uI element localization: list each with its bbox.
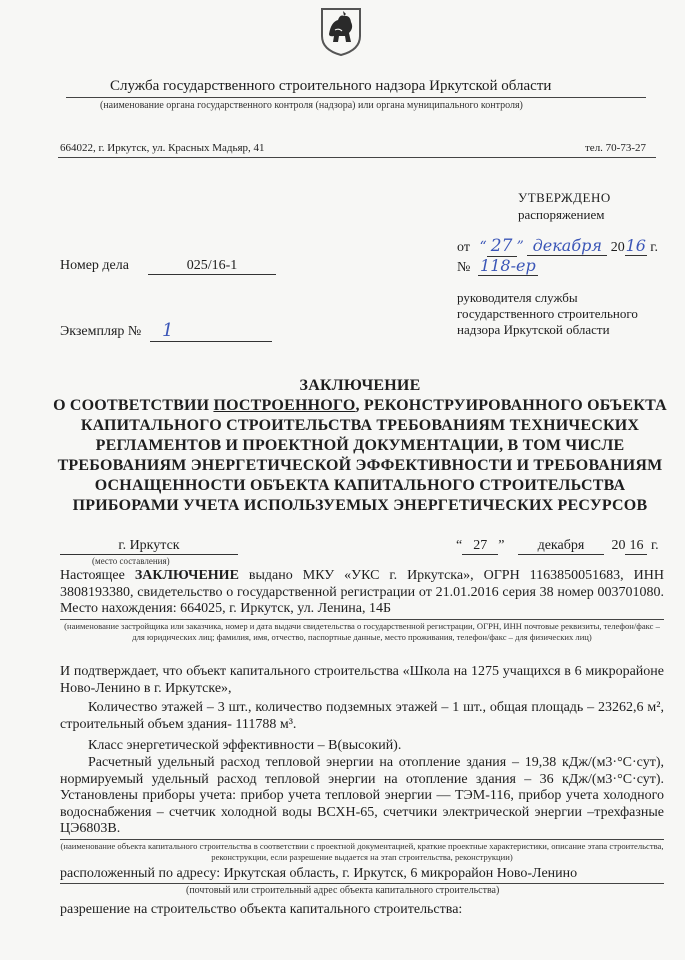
place-caption: (место составления) xyxy=(92,556,170,566)
place-quote-close: ” xyxy=(498,538,505,553)
approval-number-line xyxy=(457,256,538,276)
title-line-6: ОСНАЩЕННОСТИ ОБЪЕКТА КАПИТАЛЬНОГО СТРОИТЕЛЬСТВА xyxy=(94,477,626,494)
approval-head-line3: надзора Иркутской области xyxy=(457,322,610,337)
title-line-4: РЕГЛАМЕНТОВ И ПРОЕКТНОЙ ДОКУМЕНТАЦИИ, В ТОМ ЧИСЛЕ xyxy=(95,437,625,454)
place-quote-open: “ xyxy=(456,538,463,553)
approval-date-line xyxy=(457,236,658,257)
org-name-underline xyxy=(66,97,646,98)
approved-by-order: распоряжением xyxy=(518,207,605,222)
title-line-1: ЗАКЛЮЧЕНИЕ xyxy=(299,377,421,394)
place-year-suffix: 16 xyxy=(625,538,647,555)
date-quote-open: “ xyxy=(479,239,487,255)
place-month: декабря xyxy=(518,538,604,555)
caption-applicant: (наименование застройщика или заказчика, номер и дата выдачи свидетельства о государственной регистрации, ОГРН, ИНН почтовые реквизиты, телефон/факс – для юридических лиц; фамилия, имя, отчество, паспортные данные, место проживания, телефон/факс – для физических лиц) xyxy=(64,621,660,642)
case-number-value: 025/16-1 xyxy=(148,258,276,275)
place-city: г. Иркутск xyxy=(60,538,238,555)
place-day: 27 xyxy=(462,538,498,555)
address-line xyxy=(60,883,664,884)
approval-year-word: г. xyxy=(650,240,658,255)
p1-rest: выдано МКУ «УКС г. Иркутска», ОГРН 1163850051683, ИНН 3808193380, свидетельство о государственной регистрации от 21.01.2016 серия 38 номер 003701080. Место нахождения: 664025, г. Иркутск, ул. Ленина, 14Б xyxy=(60,568,664,616)
title-line-7: ПРИБОРАМИ УЧЕТА ИСПОЛЬЗУЕМЫХ ЭНЕРГЕТИЧЕСКИХ РЕСУРСОВ xyxy=(72,497,648,514)
title-line-2-part-a: О СООТВЕТСТВИИ xyxy=(53,397,214,414)
org-caption: (наименование органа государственного контроля (надзора) или органа муниципального контроля) xyxy=(100,100,523,111)
copy-number-value: 1 xyxy=(150,320,272,342)
title-line-2-part-c: , РЕКОНСТРУИРОВАННОГО ОБЪЕКТА xyxy=(355,397,667,414)
case-number-label: Номер дела xyxy=(60,258,129,273)
title-line-5: ТРЕБОВАНИЯМ ЭНЕРГЕТИЧЕСКОЙ ЭФФЕКТИВНОСТИ И ТРЕБОВАНИЯМ xyxy=(57,457,663,474)
title-line-3: КАПИТАЛЬНОГО СТРОИТЕЛЬСТВА ТРЕБОВАНИЯМ ТЕХНИЧЕСКИХ xyxy=(80,417,640,434)
org-phone: тел. 70-73-27 xyxy=(585,142,647,154)
address-underline xyxy=(58,157,656,158)
approval-year-prefix: 20 xyxy=(610,240,625,255)
copy-number-label: Экземпляр № xyxy=(60,324,142,339)
paragraph-energy-class: Класс энергетической эффективности – В(высокий). xyxy=(88,738,402,753)
date-quote-close: ” xyxy=(516,239,524,255)
approval-year-suffix: 16 xyxy=(625,236,646,255)
paragraph-heat-consumption: Расчетный удельный расход тепловой энергии на отопление здания – 19,38 кДж/(м3·°С·сут), нормируемый удельный расход тепловой энергии на отопление здания – 36 кДж/(м3·°С·сут). Установлены приборы учета: прибор учета тепловой энергии — ТЭМ-116, прибор учета холодного водоснабжения – счетчик холодной воды ВСХН-65, счетчики электрической энергии –трехфазные ЦЭ6803В. xyxy=(60,755,664,836)
place-date xyxy=(456,538,659,555)
approved-label: УТВЕРЖДЕНО xyxy=(518,190,611,205)
p1-start: Настоящее xyxy=(60,568,135,583)
place-year-word: г. xyxy=(650,538,659,553)
p1-bold: ЗАКЛЮЧЕНИЕ xyxy=(134,568,239,583)
p5-underline xyxy=(60,839,664,840)
paragraph-confirms: И подтверждает, что объект капитального строительства «Школа на 1275 учащихся в 6 микрорайоне Ново-Ленино в г. Иркутске», xyxy=(60,664,664,696)
approval-head-line2: государственного строительного xyxy=(457,306,638,321)
from-prefix: от xyxy=(457,240,470,255)
object-address: расположенный по адресу: Иркутская область, г. Иркутск, 6 микрорайон Ново-Ленино xyxy=(60,866,578,881)
permit-label: разрешение на строительство объекта капитального строительства: xyxy=(60,902,463,917)
approval-head-line1: руководителя службы xyxy=(457,290,578,305)
org-name: Служба государственного строительного надзора Иркутской области xyxy=(110,78,552,94)
title-line-2 xyxy=(40,396,680,416)
approval-month: декабря xyxy=(527,236,607,256)
paragraph-floors: Количество этажей – 3 шт., количество подземных этажей – 1 шт., общая площадь – 23262,6 м², строительный объем здания- 111788 м³. xyxy=(60,700,664,732)
title-line-2-underlined: ПОСТРОЕННОГО xyxy=(213,397,356,414)
org-address: 664022, г. Иркутск, ул. Красных Мадьяр, 41 xyxy=(60,142,265,154)
paragraph-issued-to xyxy=(60,568,664,618)
approval-number: 118-ер xyxy=(478,256,538,276)
p1-underline xyxy=(60,619,664,620)
place-year-prefix: 20 xyxy=(611,538,626,553)
coat-of-arms-emblem xyxy=(318,6,364,56)
approval-day: 27 xyxy=(487,236,517,257)
caption-address: (почтовый или строительный адрес объекта капитального строительства) xyxy=(186,885,500,896)
number-label: № xyxy=(457,260,471,275)
caption-object: (наименование объекта капитального строительства в соответствии с проектной документацией, краткие проектные характеристики, описание этапа строительства, реконструкции, если разрешение выдается на этап строительства, реконструкции) xyxy=(60,841,664,862)
